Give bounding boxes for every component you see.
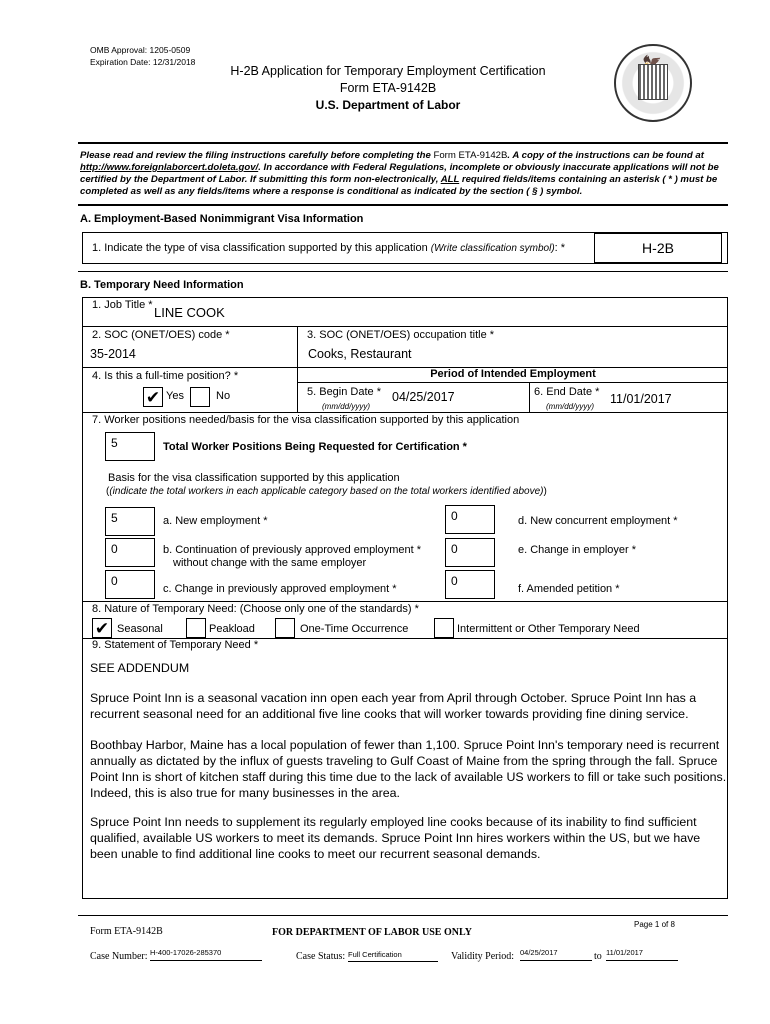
end-date-hint: (mm/dd/yyyy) — [546, 402, 594, 411]
basis-label: Basis for the visa classification supported by this application — [108, 472, 400, 484]
q8-label: 8. Nature of Temporary Need: (Choose only one of the standards) * — [92, 603, 419, 615]
end-date-field[interactable]: 11/01/2017 — [610, 392, 672, 406]
validity-from-field[interactable]: 04/25/2017 — [520, 948, 592, 961]
row-divider — [82, 601, 728, 602]
statement-paragraph-2: Boothbay Harbor, Maine has a local population of fewer than 1,100. Spruce Point Inn's temporary need is recurrent annually as dictated by the influx of guests traveling to Gulf Coast of Maine from the spring through the fall. Spruce Point Inn is short of kitchen staff during this time due to the lack of available US workers to fill or take such positions. Indeed, this is also true for many businesses in the area. — [90, 738, 727, 800]
basis-hint: ((indicate the total workers in each applicable category based on the total workers identified above)) — [106, 486, 547, 497]
form-number: Form ETA-9142B — [339, 81, 437, 95]
statement-paragraph-3: Spruce Point Inn needs to supplement its regularly employed line cooks because of its inability to find sufficient qualified, available US workers to meet its demands. Spruce Point Inn hires workers within the US, but we have been unable to find additional line cooks to meet our recurrent seasonal demands. — [90, 815, 701, 861]
onetime-checkbox[interactable] — [275, 618, 295, 638]
period-heading: Period of Intended Employment — [430, 368, 596, 380]
new-concurrent-field[interactable]: 0 — [445, 505, 495, 534]
yes-label: Yes — [166, 390, 184, 402]
amended-petition-label: f. Amended petition * — [518, 583, 620, 595]
seasonal-label: Seasonal — [117, 623, 163, 635]
omb-label: OMB Approval: — [90, 45, 148, 55]
validity-to-field[interactable]: 11/01/2017 — [606, 948, 678, 961]
job-title-field[interactable]: LINE COOK — [154, 305, 225, 320]
continuation-label-2: without change with the same employer — [173, 557, 367, 569]
section-a-heading: A. Employment-Based Nonimmigrant Visa Information — [80, 213, 364, 225]
change-employer-field[interactable]: 0 — [445, 538, 495, 567]
exp-value: 12/31/2018 — [152, 57, 196, 67]
change-employer-label: e. Change in employer * — [518, 544, 637, 556]
peakload-label: Peakload — [209, 623, 255, 635]
q9-label: 9. Statement of Temporary Need * — [92, 639, 259, 651]
filing-instructions — [80, 150, 740, 198]
statement-addendum: SEE ADDENDUM — [90, 661, 190, 675]
new-concurrent-label: d. New concurrent employment * — [518, 515, 678, 527]
case-status-field[interactable]: Full Certification — [348, 950, 438, 962]
change-approved-field[interactable]: 0 — [105, 570, 155, 599]
exp-label: Expiration Date: — [90, 57, 151, 67]
q7-label: 7. Worker positions needed/basis for the visa classification supported by this application — [92, 414, 520, 426]
end-date-label: 6. End Date * — [534, 386, 600, 398]
instructions-link[interactable]: http://www.foreignlaborcert.doleta.gov/ — [80, 162, 259, 173]
soc-code-label: 2. SOC (ONET/OES) code * — [92, 329, 230, 341]
statement-paragraph-1: Spruce Point Inn is a seasonal vacation inn open each year from April through October. Spruce Point Inn has a recurrent seasonal need for an additional five line cooks that will worker towards providing fine dining service. — [90, 691, 697, 721]
amended-petition-field[interactable]: 0 — [445, 570, 495, 599]
instr-all: ALL — [440, 174, 460, 185]
case-number-label: Case Number: — [90, 951, 148, 962]
shield-icon — [638, 64, 668, 100]
col-divider — [297, 326, 298, 368]
begin-date-hint: (mm/dd/yyyy) — [322, 402, 370, 411]
instr-form-ref: Form ETA-9142B — [433, 150, 508, 161]
row-divider — [297, 382, 728, 383]
form-title: H-2B Application for Temporary Employment Certification — [230, 64, 546, 78]
page-number: Page 1 of 8 — [634, 920, 675, 929]
soc-title-label: 3. SOC (ONET/OES) occupation title * — [307, 329, 495, 341]
instructions-divider — [78, 204, 728, 206]
change-approved-label: c. Change in previously approved employment * — [163, 583, 397, 595]
continuation-field[interactable]: 0 — [105, 538, 155, 567]
col-divider — [529, 382, 530, 413]
fulltime-yes-checkbox[interactable]: ✔ — [143, 387, 163, 407]
visa-classification-field[interactable]: H-2B — [594, 233, 722, 263]
instr-text: required fields/items containing an asterisk ( * ) must be completed as well as any fields/items where a response is conditional as indicated by the section ( § ) symbol. — [80, 174, 718, 197]
q1-star: : * — [554, 242, 566, 254]
instr-text: Please read and review the filing instructions carefully before completing the — [80, 150, 434, 161]
q1-label: 1. Indicate the type of visa classification supported by this application — [92, 242, 431, 254]
dol-seal-icon — [614, 44, 692, 122]
total-positions-label: Total Worker Positions Being Requested for Certification * — [163, 441, 467, 453]
to-label: to — [594, 951, 602, 962]
intermittent-checkbox[interactable] — [434, 618, 454, 638]
row-divider — [82, 326, 728, 327]
section-b-box — [82, 297, 728, 899]
footer-divider — [78, 915, 728, 916]
case-number-field[interactable]: H-400-17026-285370 — [150, 948, 262, 961]
instr-text: . A copy of the instructions can be found at — [507, 150, 704, 161]
fulltime-label: 4. Is this a full-time position? * — [92, 370, 239, 382]
soc-title-field[interactable]: Cooks, Restaurant — [308, 347, 412, 361]
peakload-checkbox[interactable] — [186, 618, 206, 638]
case-status-label: Case Status: — [296, 951, 346, 962]
instr-text: . In accordance with Federal Regulations, incomplete or obviously inaccurate applications will not be certified by the Department of Labor. If submitting this form non-electronically, — [80, 162, 719, 185]
q1-hint: (Write classification symbol) — [430, 243, 555, 254]
onetime-label: One-Time Occurrence — [300, 623, 409, 635]
soc-code-field[interactable]: 35-2014 — [90, 347, 136, 361]
dol-use-only: FOR DEPARTMENT OF LABOR USE ONLY — [272, 927, 472, 938]
department-name: U.S. Department of Labor — [315, 98, 461, 112]
section-b-heading: B. Temporary Need Information — [80, 279, 244, 291]
begin-date-field[interactable]: 04/25/2017 — [392, 390, 455, 404]
row-divider — [82, 412, 728, 413]
visa-classification-label — [92, 242, 565, 254]
fulltime-no-checkbox[interactable] — [190, 387, 210, 407]
omb-value: 1205-0509 — [149, 45, 191, 55]
footer-form-label: Form ETA-9142B — [90, 926, 163, 937]
continuation-label: b. Continuation of previously approved employment * — [163, 544, 422, 556]
new-employment-field[interactable]: 5 — [105, 507, 155, 536]
no-label: No — [216, 390, 231, 402]
validity-label: Validity Period: — [451, 951, 515, 962]
new-employment-label: a. New employment * — [163, 515, 268, 527]
basis-hint-text: (indicate the total workers in each applicable category based on the total workers identified above) — [109, 486, 544, 497]
begin-date-label: 5. Begin Date * — [307, 386, 381, 398]
header-divider — [78, 142, 728, 144]
omb-approval — [90, 45, 190, 56]
total-positions-field[interactable]: 5 — [105, 432, 155, 461]
section-divider — [78, 271, 728, 272]
job-title-label: 1. Job Title * — [92, 299, 153, 311]
intermittent-label: Intermittent or Other Temporary Need — [457, 623, 640, 635]
seasonal-checkbox[interactable]: ✔ — [92, 618, 112, 638]
